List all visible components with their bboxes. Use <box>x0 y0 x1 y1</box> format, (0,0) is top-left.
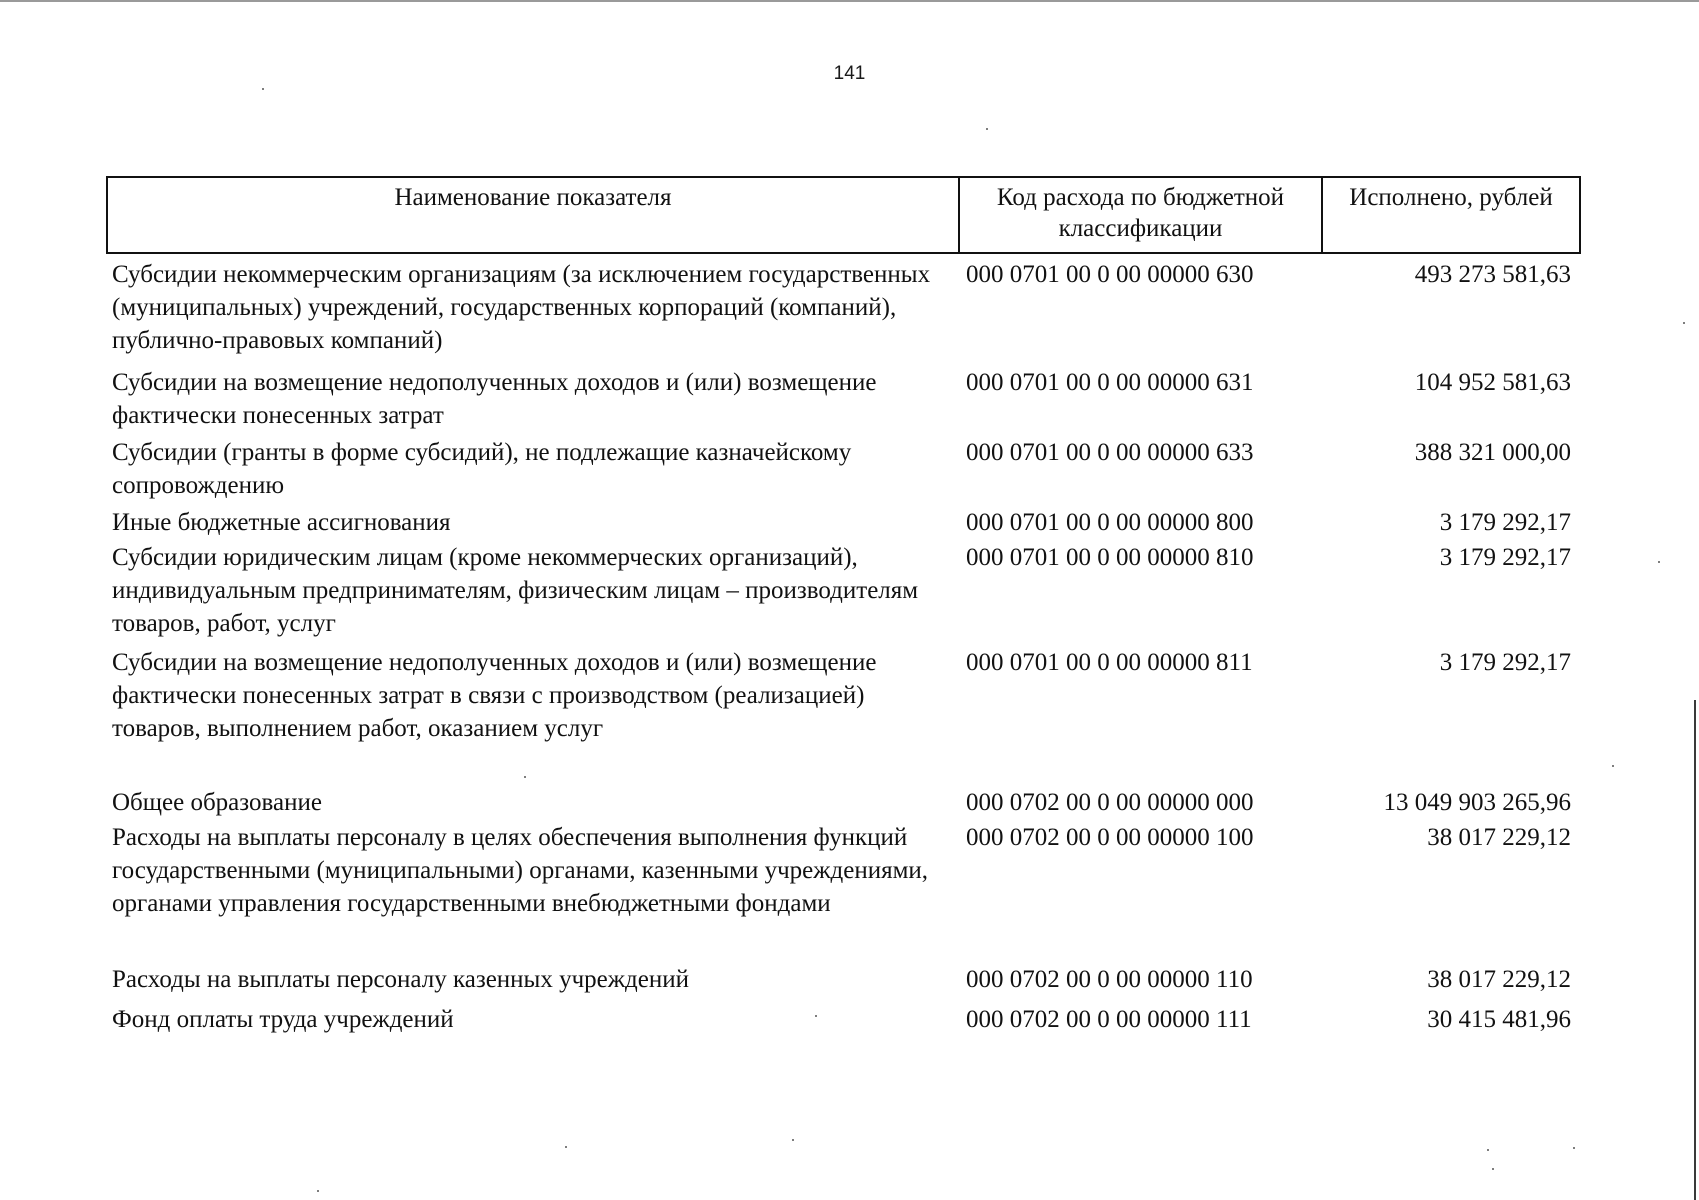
table-body <box>106 254 1581 1038</box>
row-amount: 30 415 481,96 <box>1427 1006 1571 1033</box>
scan-speck <box>262 88 264 90</box>
table-header <box>106 176 1581 254</box>
scan-speck <box>524 776 526 778</box>
row-code: 000 0702 00 0 00 00000 100 <box>966 824 1254 851</box>
row-code: 000 0701 00 0 00 00000 630 <box>966 261 1254 288</box>
row-amount: 38 017 229,12 <box>1427 824 1571 851</box>
row-amount: 13 049 903 265,96 <box>1383 789 1571 816</box>
header-name: Наименование показателя <box>108 178 960 252</box>
table-row <box>106 821 1581 963</box>
scan-speck <box>815 1015 817 1017</box>
row-amount: 3 179 292,17 <box>1439 544 1571 571</box>
row-name: Иные бюджетные ассигнования <box>112 509 451 536</box>
page-number: 141 <box>833 63 866 84</box>
row-amount: 388 321 000,00 <box>1414 439 1571 466</box>
scan-speck <box>986 128 988 130</box>
row-code: 000 0701 00 0 00 00000 631 <box>966 369 1254 396</box>
row-amount: 3 179 292,17 <box>1439 509 1571 536</box>
row-name: Субсидии юридическим лицам (кроме некоммерческих организаций), индивидуальным предпринимателям, физическим лицам – производителям товаров, работ, услуг <box>112 544 919 637</box>
table-row <box>106 786 1581 821</box>
row-name: Субсидии некоммерческим организациям (за исключением государственных (муниципальных) учреждений, государственных корпораций (компаний), публично-правовых компаний) <box>112 261 931 354</box>
row-amount: 38 017 229,12 <box>1427 966 1571 993</box>
scan-speck <box>1612 765 1614 767</box>
header-amount: Исполнено, рублей <box>1349 184 1553 211</box>
row-code: 000 0701 00 0 00 00000 800 <box>966 509 1254 536</box>
row-code: 000 0702 00 0 00 00000 000 <box>966 789 1254 816</box>
row-name: Субсидии на возмещение недополученных доходов и (или) возмещение фактически понесенных затрат <box>112 369 877 429</box>
table-row <box>106 436 1581 506</box>
row-code: 000 0702 00 0 00 00000 111 <box>966 1006 1252 1033</box>
scan-speck <box>1492 1168 1494 1170</box>
row-name: Расходы на выплаты персоналу казенных учреждений <box>112 966 689 993</box>
row-amount: 493 273 581,63 <box>1414 261 1571 288</box>
row-name: Расходы на выплаты персоналу в целях обеспечения выполнения функций государственными (муниципальными) органами, казенными учреждениями, органами управления государственными внебюджетными фондами <box>112 824 929 917</box>
table-row <box>106 541 1581 646</box>
row-code: 000 0702 00 0 00 00000 110 <box>966 966 1253 993</box>
scan-speck <box>317 1190 319 1192</box>
row-name: Субсидии на возмещение недополученных доходов и (или) возмещение фактически понесенных затрат в связи с производством (реализацией) товаров, выполнением работ, оказанием услуг <box>112 649 877 742</box>
row-amount: 3 179 292,17 <box>1439 649 1571 676</box>
scan-speck <box>1573 1147 1575 1149</box>
table-row <box>106 506 1581 541</box>
row-code: 000 0701 00 0 00 00000 810 <box>966 544 1254 571</box>
table-row <box>106 963 1581 1003</box>
scan-right-edge <box>1694 700 1696 1200</box>
scan-speck <box>1658 561 1660 563</box>
table-row <box>106 258 1581 366</box>
table-row <box>106 646 1581 786</box>
row-code: 000 0701 00 0 00 00000 633 <box>966 439 1254 466</box>
scan-speck <box>792 1139 794 1141</box>
scan-speck <box>1487 1149 1489 1151</box>
row-amount: 104 952 581,63 <box>1414 369 1571 396</box>
scan-speck <box>1683 322 1685 324</box>
scan-speck <box>565 1146 567 1148</box>
row-code: 000 0701 00 0 00 00000 811 <box>966 649 1253 676</box>
table-row <box>106 1003 1581 1038</box>
row-name: Общее образование <box>112 789 322 816</box>
header-code: Код расхода по бюджетной классификации <box>960 178 1323 252</box>
row-name: Субсидии (гранты в форме субсидий), не подлежащие казначейскому сопровождению <box>112 439 852 499</box>
scan-top-edge <box>0 0 1699 2</box>
row-name: Фонд оплаты труда учреждений <box>112 1006 454 1033</box>
table-row <box>106 366 1581 436</box>
